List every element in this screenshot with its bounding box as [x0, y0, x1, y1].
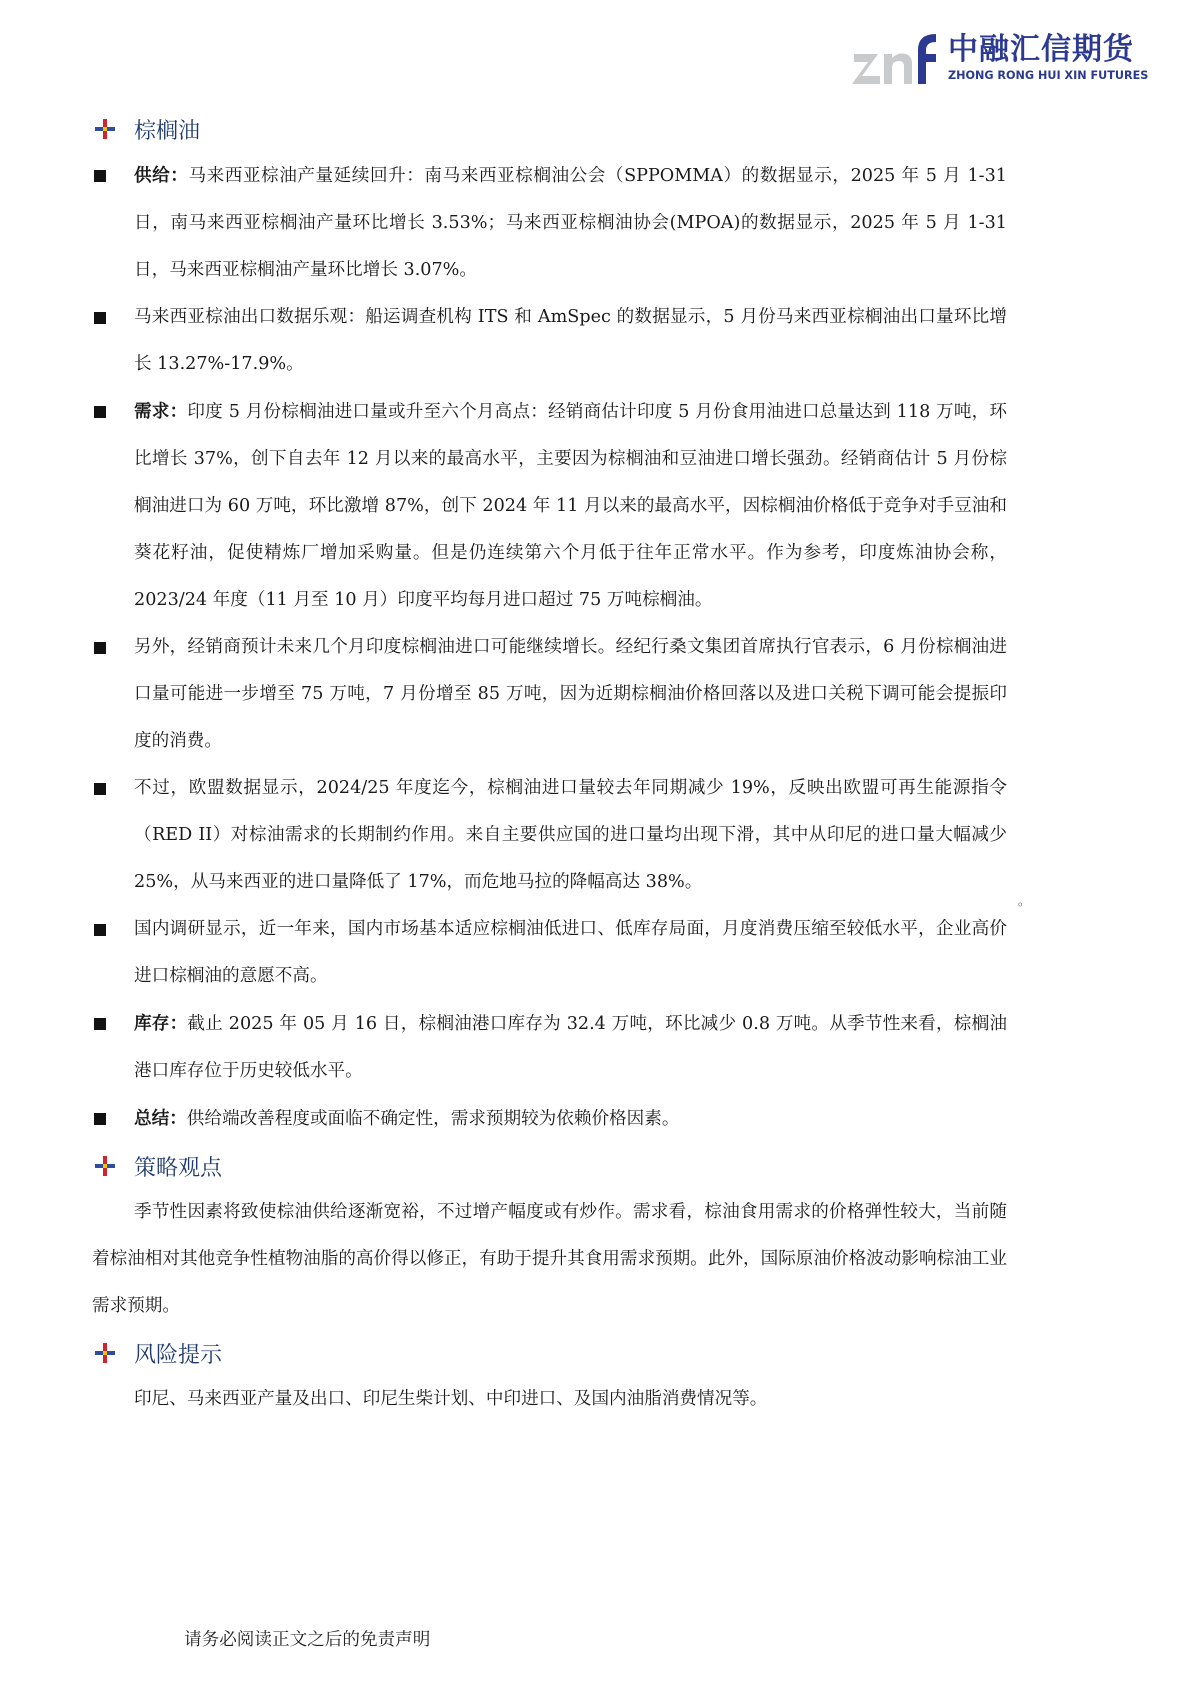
list-item: [92, 624, 1007, 765]
palm-oil-bullet-list: [92, 152, 1007, 1143]
item-text: 另外，经销商预计未来几个月印度棕榈油进口可能继续增长。经纪行桑文集团首席执行官表示，6 月份棕榈油进口量可能进一步增至 75 万吨，7 月份增至 85 万吨，因为近期棕榈油价格回落以及进口关税下调可能会提振印度的消费。: [134, 637, 1007, 751]
company-logo: [852, 26, 1149, 94]
item-text: 马来西亚棕油出口数据乐观：船运调查机构 ITS 和 AmSpec 的数据显示，5 月份马来西亚棕榈油出口量环比增长 13.27%-17.9%。: [134, 307, 1007, 374]
item-text: 印度 5 月份棕榈油进口量或升至六个月高点：经销商估计印度 5 月份食用油进口总量达到 118 万吨，环比增长 37%，创下自去年 12 月以来的最高水平，主要因为棕榈油和豆油进口增长强劲。经销商估计 5 月份棕榈油进口为 60 万吨，环比激增 87%，创下 2024 年 11 月以来的最高水平，因棕榈油价格低于竞争对手豆油和葵花籽油，促使精炼厂增加采购量。但是仍连续第六个月低于往年正常水平。作为参考，印度炼油协会称，2023/24 年度（11 月至 10 月）印度平均每月进口超过 75 万吨棕榈油。: [134, 402, 1007, 610]
square-bullet-icon: [94, 1113, 106, 1125]
item-lead: 总结：: [134, 1108, 187, 1129]
znf-logo-mark: [852, 30, 940, 92]
list-item: [92, 388, 1007, 624]
square-bullet-icon: [94, 406, 106, 418]
section-marker-icon: [94, 1342, 116, 1364]
strategy-paragraph: 季节性因素将致使棕油供给逐渐宽裕，不过增产幅度或有炒作。需求看，棕油食用需求的价格弹性较大，当前随着棕油相对其他竞争性植物油脂的高价得以修正，有助于提升其食用需求预期。此外，国际原油价格波动影响棕油工业需求预期。: [92, 1202, 1007, 1316]
list-item: [92, 765, 1007, 906]
list-item: [92, 294, 1007, 388]
item-text: 国内调研显示，近一年来，国内市场基本适应棕榈油低进口、低库存局面，月度消费压缩至较低水平，企业高价进口棕榈油的意愿不高。: [134, 919, 1007, 986]
list-item: [92, 1095, 1007, 1143]
section-heading-risk: [92, 1330, 1007, 1376]
brand-name-cn: 中融汇信期货: [948, 32, 1134, 67]
list-item: [92, 152, 1007, 294]
risk-paragraph: 印尼、马来西亚产量及出口、印尼生柴计划、中印进口、及国内油脂消费情况等。: [134, 1389, 768, 1409]
brand-name-en: ZHONG RONG HUI XIN FUTURES: [948, 69, 1149, 82]
section-title: 棕榈油: [134, 118, 201, 144]
section-marker-icon: [94, 1155, 116, 1177]
item-text: 截止 2025 年 05 月 16 日，棕榈油港口库存为 32.4 万吨，环比减少 0.8 万吨。从季节性来看，棕榈油港口库存位于历史较低水平。: [134, 1014, 1007, 1081]
square-bullet-icon: [94, 642, 106, 654]
square-bullet-icon: [94, 924, 106, 936]
square-bullet-icon: [94, 1018, 106, 1030]
item-text: 不过，欧盟数据显示，2024/25 年度迄今，棕榈油进口量较去年同期减少 19%，反映出欧盟可再生能源指令（RED II）对棕油需求的长期制约作用。来自主要供应国的进口量均出现下滑，其中从印尼的进口量大幅减少 25%，从马来西亚的进口量降低了 17%，而危地马拉的降幅高达 38%。: [134, 778, 1007, 892]
section-marker-icon: [94, 118, 116, 140]
section-heading-strategy: [92, 1143, 1007, 1189]
list-item: [92, 1000, 1007, 1095]
report-body: [92, 106, 1007, 1423]
section-title: 风险提示: [134, 1342, 223, 1368]
footer-disclaimer: 请务必阅读正文之后的免责声明: [184, 1630, 431, 1650]
item-lead: 需求：: [134, 401, 188, 422]
square-bullet-icon: [94, 170, 106, 182]
square-bullet-icon: [94, 312, 106, 324]
stray-mark: 。: [1018, 894, 1031, 908]
item-lead: 库存：: [134, 1013, 188, 1034]
section-title: 策略观点: [134, 1155, 223, 1181]
item-text: 马来西亚棕油产量延续回升：南马来西亚棕榈油公会（SPPOMMA）的数据显示，2025 年 5 月 1-31 日，南马来西亚棕榈油产量环比增长 3.53%；马来西亚棕榈油协会(MPOA)的数据显示，2025 年 5 月 1-31 日，马来西亚棕榈油产量环比增长 3.07%。: [134, 166, 1007, 280]
square-bullet-icon: [94, 783, 106, 795]
section-heading-palm-oil: [92, 106, 1007, 152]
list-item: [92, 906, 1007, 1000]
item-text: 供给端改善程度或面临不确定性，需求预期较为依赖价格因素。: [186, 1109, 680, 1129]
item-lead: 供给：: [134, 165, 189, 186]
